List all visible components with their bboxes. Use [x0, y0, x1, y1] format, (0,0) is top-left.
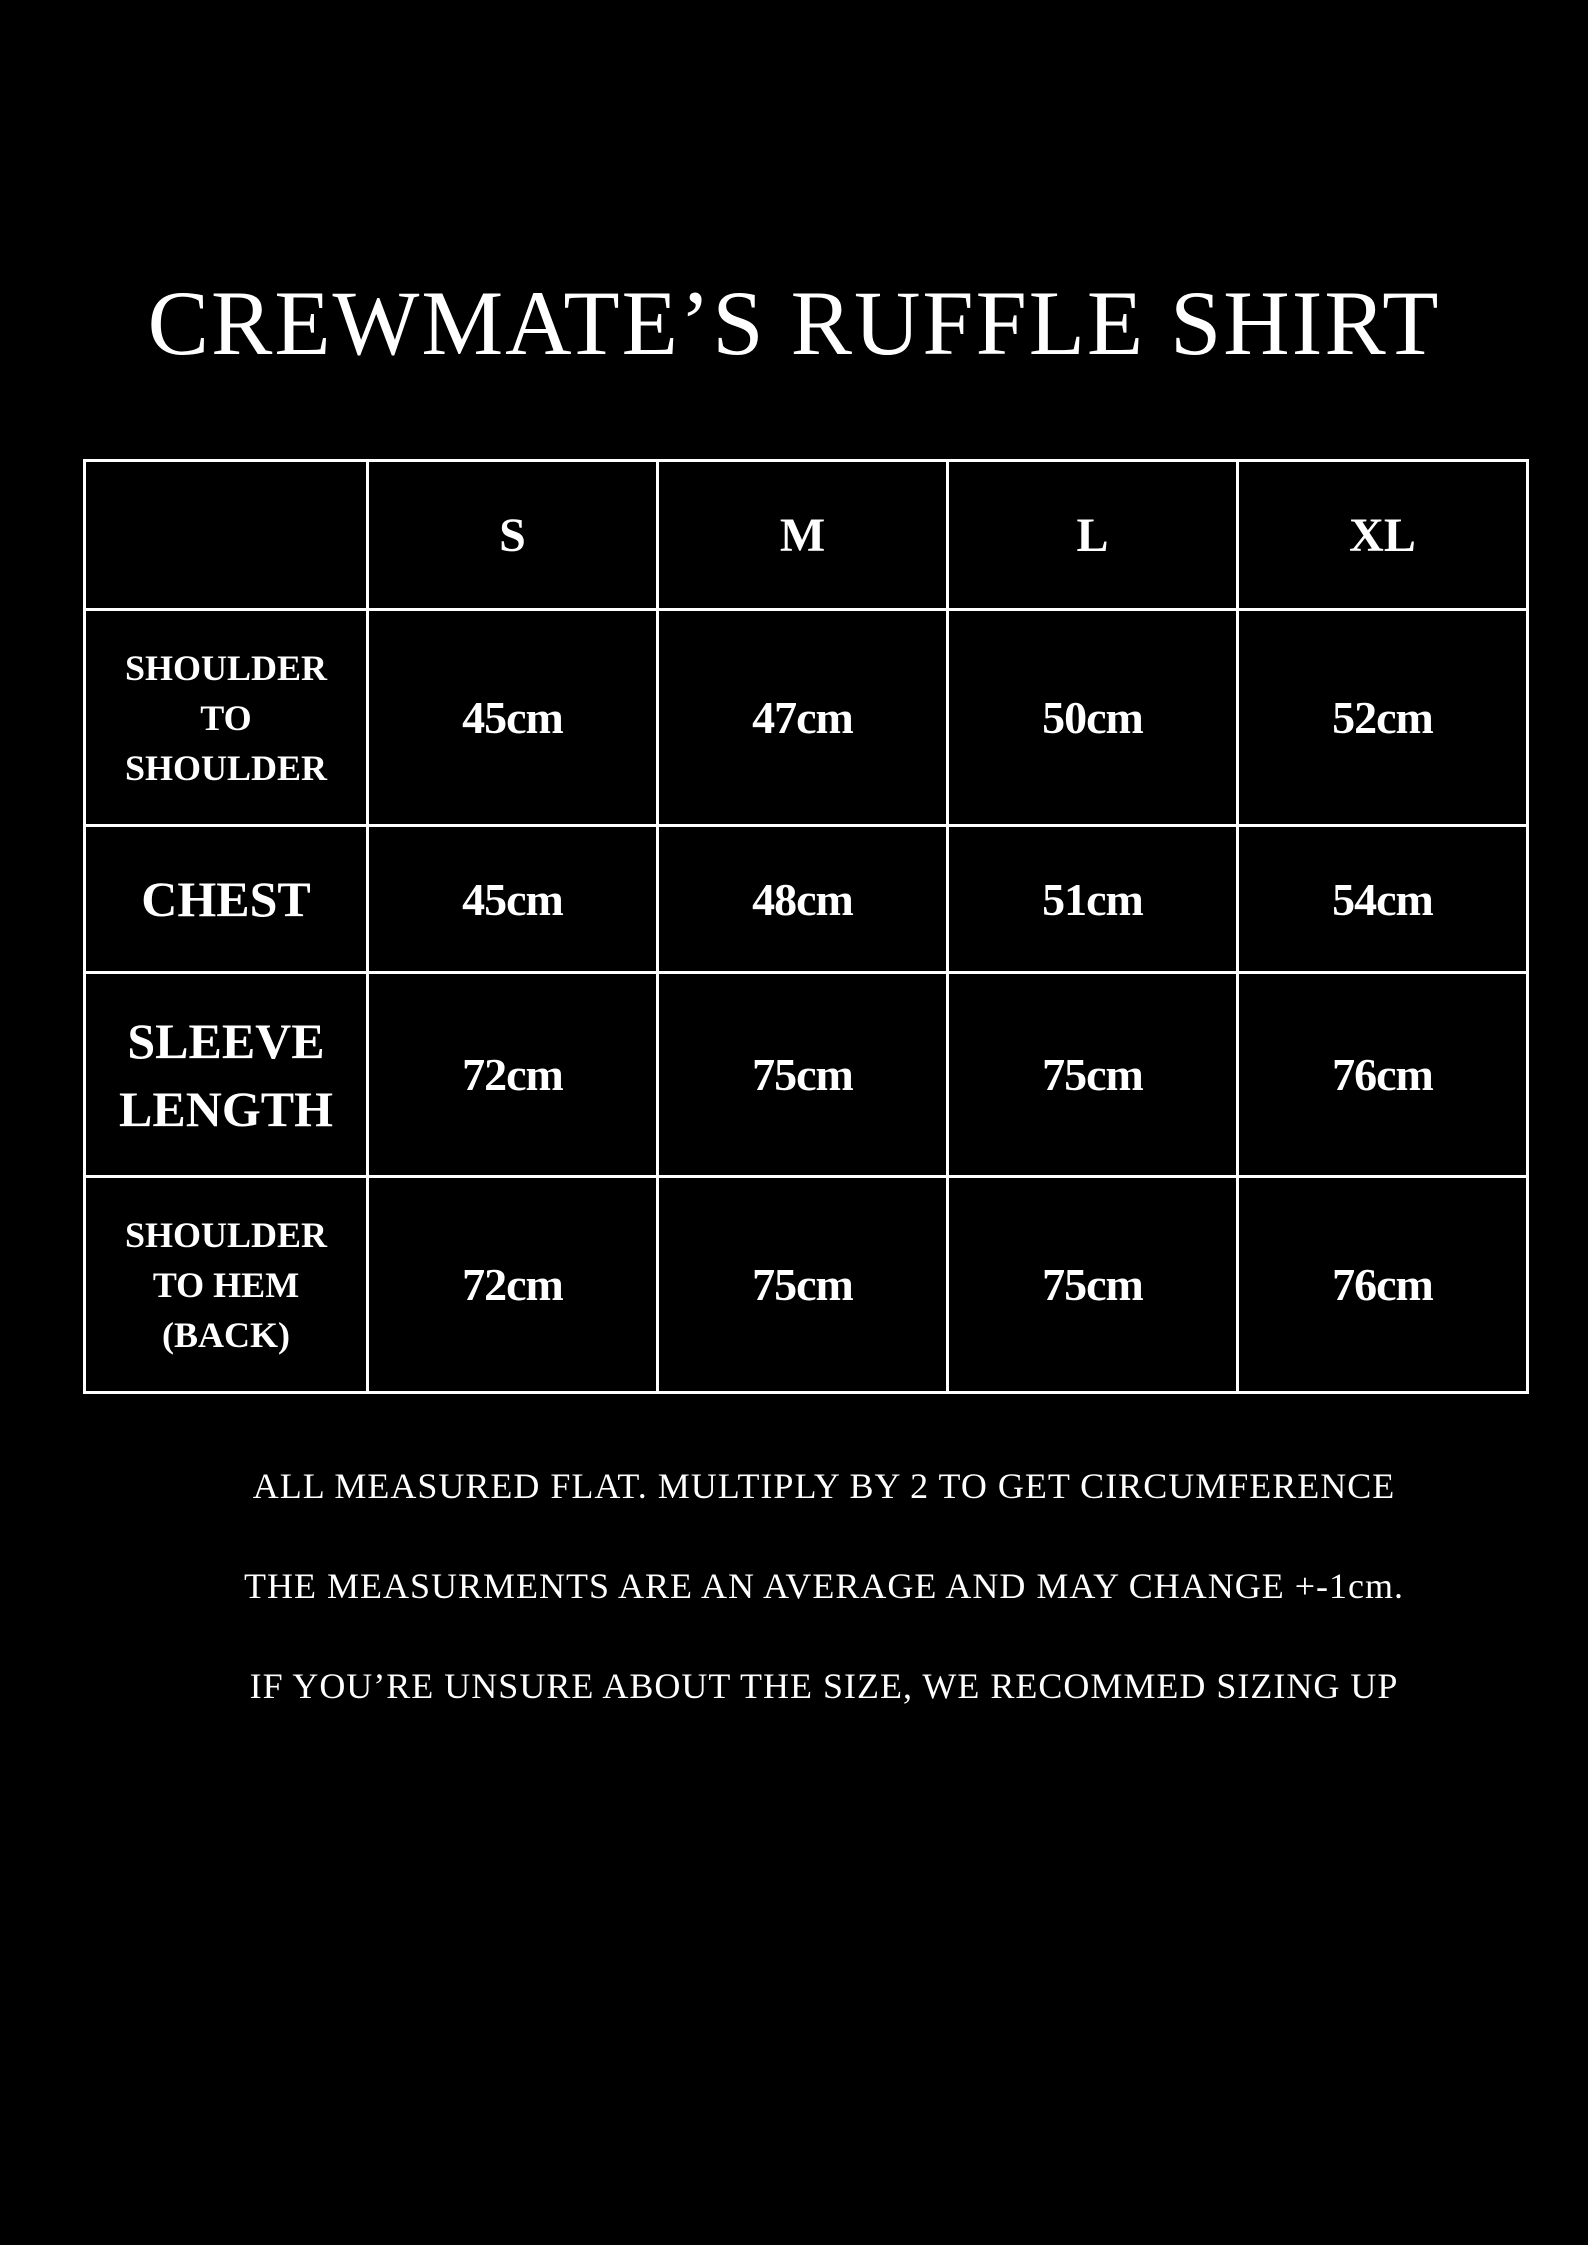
- row-label: SLEEVE LENGTH: [119, 1012, 333, 1137]
- size-header-s: S: [368, 461, 658, 610]
- value-cell: 72cm: [368, 973, 658, 1177]
- value-cell: 51cm: [948, 826, 1238, 973]
- value-cell: 75cm: [658, 973, 948, 1177]
- row-label: SHOULDER TO HEM (BACK): [124, 1214, 328, 1355]
- value-cell: 45cm: [368, 826, 658, 973]
- value-cell: 75cm: [658, 1177, 948, 1393]
- value-cell: 72cm: [368, 1177, 658, 1393]
- value-cell: 52cm: [1238, 610, 1528, 826]
- page-title: CREWMATE’S RUFFLE SHIRT: [147, 272, 1441, 374]
- size-header-l: L: [948, 461, 1238, 610]
- value-cell: 54cm: [1238, 826, 1528, 973]
- value-cell: 45cm: [368, 610, 658, 826]
- table-row-sleeve-length: [85, 973, 1528, 1177]
- row-label-cell: [85, 826, 368, 973]
- row-label: CHEST: [141, 871, 311, 927]
- table-header-row: [85, 461, 1528, 610]
- size-header-xl: XL: [1238, 461, 1528, 610]
- table-corner-cell: [85, 461, 368, 610]
- value-cell: 76cm: [1238, 973, 1528, 1177]
- value-cell: 75cm: [948, 973, 1238, 1177]
- value-cell: 48cm: [658, 826, 948, 973]
- table-row-shoulder-to-hem: [85, 1177, 1528, 1393]
- row-label-cell: [85, 610, 368, 826]
- note-measured-flat: ALL MEASURED FLAT. MULTIPLY BY 2 TO GET CIRCUMFERENCE: [252, 1466, 1396, 1506]
- size-header-m: M: [658, 461, 948, 610]
- table-row-shoulder-to-shoulder: [85, 610, 1528, 826]
- size-chart-table: [83, 459, 1529, 1394]
- value-cell: 50cm: [948, 610, 1238, 826]
- table-row-chest: [85, 826, 1528, 973]
- value-cell: 76cm: [1238, 1177, 1528, 1393]
- row-label-cell: [85, 1177, 368, 1393]
- note-measurement-average: THE MEASURMENTS ARE AN AVERAGE AND MAY CHANGE +-1cm.: [243, 1566, 1405, 1606]
- value-cell: 47cm: [658, 610, 948, 826]
- row-label: SHOULDER TO SHOULDER: [124, 647, 328, 788]
- value-cell: 75cm: [948, 1177, 1238, 1393]
- row-label-cell: [85, 973, 368, 1177]
- note-sizing-advice: IF YOU’RE UNSURE ABOUT THE SIZE, WE RECOMMED SIZING UP: [249, 1666, 1399, 1706]
